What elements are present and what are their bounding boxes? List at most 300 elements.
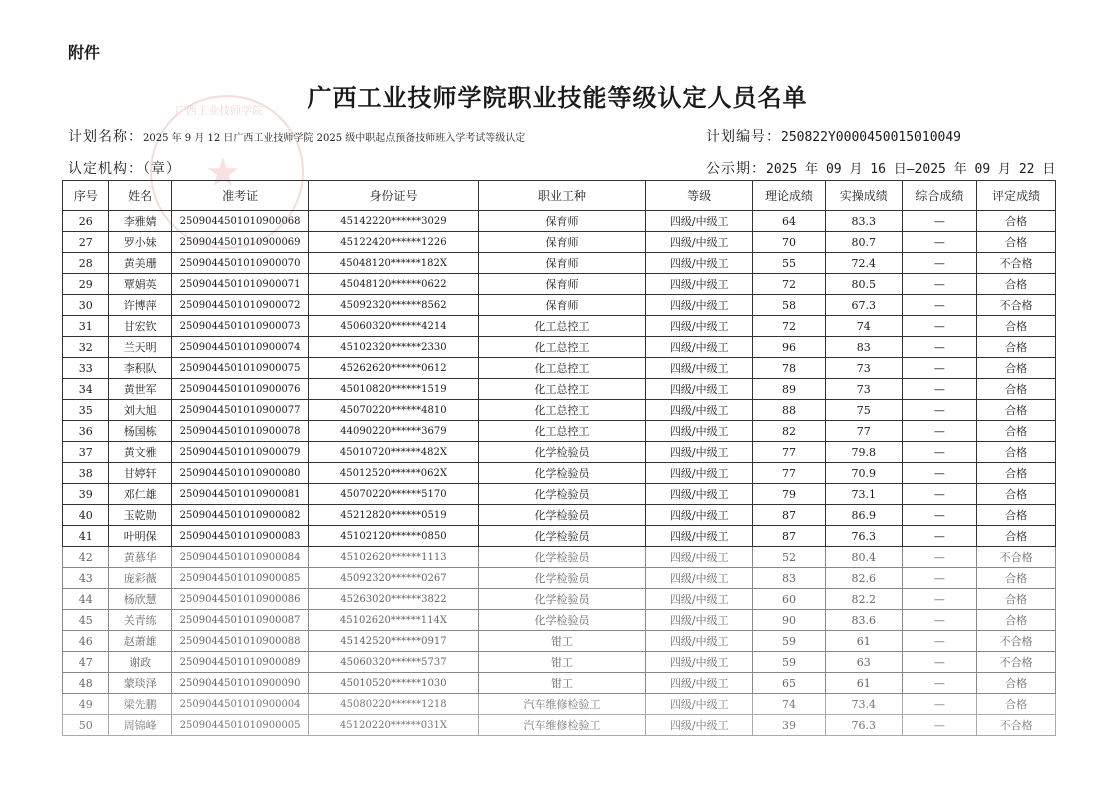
institution-value: （章） bbox=[143, 161, 181, 177]
cell-practice: 61 bbox=[825, 673, 902, 694]
header-cell: 职业工种 bbox=[478, 181, 646, 211]
cell-overall: — bbox=[902, 526, 977, 547]
cell-name: 梁先鹏 bbox=[109, 694, 172, 715]
cell-theory: 89 bbox=[753, 379, 826, 400]
cell-ticket: 2509044501010900072 bbox=[171, 295, 308, 316]
cell-theory: 83 bbox=[753, 568, 826, 589]
table-row bbox=[63, 505, 1056, 526]
cell-result: 合格 bbox=[977, 526, 1056, 547]
cell-ticket: 2509044501010900078 bbox=[171, 421, 308, 442]
cell-overall: — bbox=[902, 442, 977, 463]
cell-ticket: 2509044501010900080 bbox=[171, 463, 308, 484]
cell-theory: 87 bbox=[753, 526, 826, 547]
plan-number bbox=[706, 126, 961, 146]
cell-theory: 58 bbox=[753, 295, 826, 316]
cell-result: 合格 bbox=[977, 505, 1056, 526]
cell-result: 合格 bbox=[977, 589, 1056, 610]
cell-job: 保育师 bbox=[478, 295, 646, 316]
cell-practice: 61 bbox=[825, 631, 902, 652]
cell-practice: 83 bbox=[825, 337, 902, 358]
cell-ticket: 2509044501010900083 bbox=[171, 526, 308, 547]
cell-level: 四级/中级工 bbox=[646, 526, 753, 547]
table-row bbox=[63, 316, 1056, 337]
cell-job: 钳工 bbox=[478, 652, 646, 673]
cell-level: 四级/中级工 bbox=[646, 589, 753, 610]
cell-job: 化工总控工 bbox=[478, 421, 646, 442]
cell-no: 28 bbox=[63, 253, 109, 274]
cell-practice: 63 bbox=[825, 652, 902, 673]
cell-name: 叶明保 bbox=[109, 526, 172, 547]
table-row bbox=[63, 274, 1056, 295]
cell-theory: 59 bbox=[753, 652, 826, 673]
cell-no: 50 bbox=[63, 715, 109, 736]
cell-practice: 77 bbox=[825, 421, 902, 442]
institution-label: 认定机构： bbox=[68, 161, 143, 177]
cell-result: 合格 bbox=[977, 568, 1056, 589]
header-cell: 实操成绩 bbox=[825, 181, 902, 211]
cell-overall: — bbox=[902, 232, 977, 253]
cell-job: 化工总控工 bbox=[478, 337, 646, 358]
cell-job: 化学检验员 bbox=[478, 589, 646, 610]
cell-theory: 96 bbox=[753, 337, 826, 358]
table-body bbox=[63, 211, 1056, 736]
cell-name: 刘大旭 bbox=[109, 400, 172, 421]
cell-job: 化学检验员 bbox=[478, 505, 646, 526]
plan-number-value: 250822Y0000450015010049 bbox=[781, 130, 962, 145]
header-cell: 等级 bbox=[646, 181, 753, 211]
cell-theory: 55 bbox=[753, 253, 826, 274]
cell-ticket: 2509044501010900077 bbox=[171, 400, 308, 421]
cell-level: 四级/中级工 bbox=[646, 274, 753, 295]
cell-level: 四级/中级工 bbox=[646, 442, 753, 463]
table-row bbox=[63, 379, 1056, 400]
cell-practice: 72.4 bbox=[825, 253, 902, 274]
table-row bbox=[63, 484, 1056, 505]
plan-number-label: 计划编号： bbox=[706, 129, 781, 145]
cell-id: 44090220******3679 bbox=[309, 421, 479, 442]
cell-id: 45262620******0612 bbox=[309, 358, 479, 379]
cell-id: 45070220******4810 bbox=[309, 400, 479, 421]
cell-no: 43 bbox=[63, 568, 109, 589]
table-row bbox=[63, 652, 1056, 673]
cell-job: 保育师 bbox=[478, 232, 646, 253]
cell-id: 45263020******3822 bbox=[309, 589, 479, 610]
cell-practice: 76.3 bbox=[825, 526, 902, 547]
cell-job: 化学检验员 bbox=[478, 463, 646, 484]
cell-name: 赵萧雄 bbox=[109, 631, 172, 652]
cell-result: 合格 bbox=[977, 379, 1056, 400]
cell-overall: — bbox=[902, 463, 977, 484]
cell-id: 45010520******1030 bbox=[309, 673, 479, 694]
cell-overall: — bbox=[902, 211, 977, 232]
cell-level: 四级/中级工 bbox=[646, 379, 753, 400]
cell-level: 四级/中级工 bbox=[646, 337, 753, 358]
cell-ticket: 2509044501010900070 bbox=[171, 253, 308, 274]
header-cell: 评定成绩 bbox=[977, 181, 1056, 211]
cell-ticket: 2509044501010900068 bbox=[171, 211, 308, 232]
cell-practice: 82.2 bbox=[825, 589, 902, 610]
cell-no: 37 bbox=[63, 442, 109, 463]
document-title: 广西工业技师学院职业技能等级认定人员名单 bbox=[307, 84, 808, 112]
table-row bbox=[63, 694, 1056, 715]
table-row bbox=[63, 337, 1056, 358]
cell-theory: 59 bbox=[753, 631, 826, 652]
cell-id: 45122420******1226 bbox=[309, 232, 479, 253]
cell-practice: 82.6 bbox=[825, 568, 902, 589]
cell-level: 四级/中级工 bbox=[646, 673, 753, 694]
cell-no: 26 bbox=[63, 211, 109, 232]
cell-practice: 74 bbox=[825, 316, 902, 337]
cell-job: 化工总控工 bbox=[478, 379, 646, 400]
attachment-label: 附件 bbox=[68, 43, 101, 62]
cell-level: 四级/中级工 bbox=[646, 505, 753, 526]
cell-practice: 75 bbox=[825, 400, 902, 421]
header-cell: 身份证号 bbox=[309, 181, 479, 211]
cell-id: 45012520******062X bbox=[309, 463, 479, 484]
cell-result: 合格 bbox=[977, 211, 1056, 232]
cell-name: 罗小妹 bbox=[109, 232, 172, 253]
cell-no: 40 bbox=[63, 505, 109, 526]
table-row bbox=[63, 673, 1056, 694]
cell-result: 合格 bbox=[977, 232, 1056, 253]
cell-result: 合格 bbox=[977, 358, 1056, 379]
cell-job: 保育师 bbox=[478, 253, 646, 274]
table-row bbox=[63, 610, 1056, 631]
cell-ticket: 2509044501010900005 bbox=[171, 715, 308, 736]
cell-level: 四级/中级工 bbox=[646, 295, 753, 316]
cell-theory: 87 bbox=[753, 505, 826, 526]
cell-id: 45092320******0267 bbox=[309, 568, 479, 589]
cell-name: 谢政 bbox=[109, 652, 172, 673]
plan-name bbox=[68, 126, 525, 146]
cell-result: 合格 bbox=[977, 673, 1056, 694]
cell-theory: 70 bbox=[753, 232, 826, 253]
cell-no: 33 bbox=[63, 358, 109, 379]
cell-name: 蒙琰泽 bbox=[109, 673, 172, 694]
cell-overall: — bbox=[902, 295, 977, 316]
cell-level: 四级/中级工 bbox=[646, 652, 753, 673]
cell-no: 48 bbox=[63, 673, 109, 694]
cell-overall: — bbox=[902, 673, 977, 694]
cell-result: 不合格 bbox=[977, 547, 1056, 568]
cell-theory: 64 bbox=[753, 211, 826, 232]
header-cell: 准考证 bbox=[171, 181, 308, 211]
cell-id: 45060320******4214 bbox=[309, 316, 479, 337]
cell-id: 45102320******2330 bbox=[309, 337, 479, 358]
cell-no: 35 bbox=[63, 400, 109, 421]
header-cell: 序号 bbox=[63, 181, 109, 211]
cell-level: 四级/中级工 bbox=[646, 484, 753, 505]
cell-name: 黄慕华 bbox=[109, 547, 172, 568]
cell-theory: 60 bbox=[753, 589, 826, 610]
table-row bbox=[63, 526, 1056, 547]
cell-job: 保育师 bbox=[478, 274, 646, 295]
cell-level: 四级/中级工 bbox=[646, 253, 753, 274]
cell-practice: 80.5 bbox=[825, 274, 902, 295]
cell-no: 44 bbox=[63, 589, 109, 610]
cell-result: 合格 bbox=[977, 484, 1056, 505]
cell-level: 四级/中级工 bbox=[646, 715, 753, 736]
header-cell: 姓名 bbox=[109, 181, 172, 211]
cell-practice: 86.9 bbox=[825, 505, 902, 526]
cell-practice: 83.6 bbox=[825, 610, 902, 631]
cell-no: 32 bbox=[63, 337, 109, 358]
cell-overall: — bbox=[902, 568, 977, 589]
cell-no: 46 bbox=[63, 631, 109, 652]
cell-result: 合格 bbox=[977, 316, 1056, 337]
cell-result: 合格 bbox=[977, 400, 1056, 421]
cell-result: 合格 bbox=[977, 442, 1056, 463]
cell-result: 不合格 bbox=[977, 295, 1056, 316]
table-row bbox=[63, 232, 1056, 253]
table-row bbox=[63, 421, 1056, 442]
cell-overall: — bbox=[902, 652, 977, 673]
cell-overall: — bbox=[902, 358, 977, 379]
cell-ticket: 2509044501010900079 bbox=[171, 442, 308, 463]
cell-practice: 67.3 bbox=[825, 295, 902, 316]
cell-theory: 74 bbox=[753, 694, 826, 715]
cell-no: 42 bbox=[63, 547, 109, 568]
cell-name: 关青练 bbox=[109, 610, 172, 631]
cell-ticket: 2509044501010900082 bbox=[171, 505, 308, 526]
cell-theory: 78 bbox=[753, 358, 826, 379]
cell-job: 化学检验员 bbox=[478, 610, 646, 631]
cell-ticket: 2509044501010900088 bbox=[171, 631, 308, 652]
cell-id: 45060320******5737 bbox=[309, 652, 479, 673]
cell-id: 45010820******1519 bbox=[309, 379, 479, 400]
cell-practice: 79.8 bbox=[825, 442, 902, 463]
cell-job: 化工总控工 bbox=[478, 316, 646, 337]
cell-theory: 52 bbox=[753, 547, 826, 568]
cell-level: 四级/中级工 bbox=[646, 463, 753, 484]
seal-text: 广西工业技师学院 bbox=[175, 104, 263, 117]
table-row bbox=[63, 589, 1056, 610]
table-row bbox=[63, 295, 1056, 316]
cell-overall: — bbox=[902, 379, 977, 400]
cell-practice: 80.7 bbox=[825, 232, 902, 253]
cell-no: 47 bbox=[63, 652, 109, 673]
cell-level: 四级/中级工 bbox=[646, 547, 753, 568]
cell-ticket: 2509044501010900084 bbox=[171, 547, 308, 568]
cell-no: 38 bbox=[63, 463, 109, 484]
cell-id: 45142520******0917 bbox=[309, 631, 479, 652]
cell-name: 黄文雅 bbox=[109, 442, 172, 463]
cell-name: 杨欣慧 bbox=[109, 589, 172, 610]
table-row bbox=[63, 547, 1056, 568]
cell-id: 45120220******031X bbox=[309, 715, 479, 736]
cell-level: 四级/中级工 bbox=[646, 232, 753, 253]
cell-id: 45070220******5170 bbox=[309, 484, 479, 505]
cell-theory: 77 bbox=[753, 463, 826, 484]
cell-overall: — bbox=[902, 715, 977, 736]
cell-job: 化学检验员 bbox=[478, 484, 646, 505]
cell-job: 钳工 bbox=[478, 673, 646, 694]
cell-job: 汽车维修检验工 bbox=[478, 715, 646, 736]
cell-name: 周锦峰 bbox=[109, 715, 172, 736]
cell-no: 41 bbox=[63, 526, 109, 547]
cell-name: 覃娟英 bbox=[109, 274, 172, 295]
cell-practice: 73.1 bbox=[825, 484, 902, 505]
cell-overall: — bbox=[902, 274, 977, 295]
cell-result: 合格 bbox=[977, 337, 1056, 358]
cell-level: 四级/中级工 bbox=[646, 400, 753, 421]
cell-job: 钳工 bbox=[478, 631, 646, 652]
plan-name-value: 2025 年 9 月 12 日广西工业技师学院 2025 级中职起点预备技师班入学考试等级认定 bbox=[143, 133, 526, 144]
cell-result: 合格 bbox=[977, 274, 1056, 295]
cell-overall: — bbox=[902, 253, 977, 274]
cell-id: 45010720******482X bbox=[309, 442, 479, 463]
cell-result: 不合格 bbox=[977, 715, 1056, 736]
cell-job: 化工总控工 bbox=[478, 400, 646, 421]
cell-id: 45080220******1218 bbox=[309, 694, 479, 715]
cell-name: 李雅婧 bbox=[109, 211, 172, 232]
roster-table bbox=[62, 180, 1056, 736]
cell-name: 邓仁雄 bbox=[109, 484, 172, 505]
cell-level: 四级/中级工 bbox=[646, 358, 753, 379]
cell-ticket: 2509044501010900090 bbox=[171, 673, 308, 694]
cell-job: 保育师 bbox=[478, 211, 646, 232]
cell-theory: 82 bbox=[753, 421, 826, 442]
cell-overall: — bbox=[902, 505, 977, 526]
cell-practice: 76.3 bbox=[825, 715, 902, 736]
cell-theory: 39 bbox=[753, 715, 826, 736]
cell-no: 36 bbox=[63, 421, 109, 442]
cell-theory: 88 bbox=[753, 400, 826, 421]
cell-result: 不合格 bbox=[977, 652, 1056, 673]
cell-level: 四级/中级工 bbox=[646, 568, 753, 589]
cell-name: 甘宏钦 bbox=[109, 316, 172, 337]
cell-no: 31 bbox=[63, 316, 109, 337]
cell-theory: 79 bbox=[753, 484, 826, 505]
cell-overall: — bbox=[902, 316, 977, 337]
cell-name: 庞彩薇 bbox=[109, 568, 172, 589]
table-row bbox=[63, 442, 1056, 463]
cell-level: 四级/中级工 bbox=[646, 211, 753, 232]
cell-theory: 77 bbox=[753, 442, 826, 463]
cell-ticket: 2509044501010900081 bbox=[171, 484, 308, 505]
cell-ticket: 2509044501010900087 bbox=[171, 610, 308, 631]
cell-practice: 80.4 bbox=[825, 547, 902, 568]
publicity-label: 公示期： bbox=[706, 161, 766, 177]
cell-ticket: 2509044501010900071 bbox=[171, 274, 308, 295]
table-row bbox=[63, 631, 1056, 652]
cell-theory: 72 bbox=[753, 274, 826, 295]
cell-no: 27 bbox=[63, 232, 109, 253]
header-cell: 综合成绩 bbox=[902, 181, 977, 211]
cell-ticket: 2509044501010900076 bbox=[171, 379, 308, 400]
institution bbox=[68, 158, 181, 178]
cell-job: 化学检验员 bbox=[478, 526, 646, 547]
cell-id: 45102620******114X bbox=[309, 610, 479, 631]
cell-job: 汽车维修检验工 bbox=[478, 694, 646, 715]
cell-name: 黄世军 bbox=[109, 379, 172, 400]
cell-no: 49 bbox=[63, 694, 109, 715]
header-cell: 理论成绩 bbox=[753, 181, 826, 211]
cell-level: 四级/中级工 bbox=[646, 694, 753, 715]
cell-ticket: 2509044501010900074 bbox=[171, 337, 308, 358]
cell-name: 玉乾勋 bbox=[109, 505, 172, 526]
cell-practice: 70.9 bbox=[825, 463, 902, 484]
cell-overall: — bbox=[902, 631, 977, 652]
cell-practice: 73.4 bbox=[825, 694, 902, 715]
cell-practice: 73 bbox=[825, 358, 902, 379]
publicity-period bbox=[706, 158, 1055, 178]
cell-level: 四级/中级工 bbox=[646, 316, 753, 337]
cell-overall: — bbox=[902, 589, 977, 610]
cell-no: 34 bbox=[63, 379, 109, 400]
table-row bbox=[63, 211, 1056, 232]
cell-overall: — bbox=[902, 421, 977, 442]
cell-ticket: 2509044501010900069 bbox=[171, 232, 308, 253]
cell-ticket: 2509044501010900004 bbox=[171, 694, 308, 715]
publicity-value: 2025 年 09 月 16 日—2025 年 09 月 22 日 bbox=[766, 162, 1056, 177]
cell-job: 化工总控工 bbox=[478, 358, 646, 379]
cell-overall: — bbox=[902, 610, 977, 631]
cell-theory: 72 bbox=[753, 316, 826, 337]
cell-id: 45048120******182X bbox=[309, 253, 479, 274]
cell-name: 杨国栋 bbox=[109, 421, 172, 442]
cell-name: 黄美珊 bbox=[109, 253, 172, 274]
cell-ticket: 2509044501010900086 bbox=[171, 589, 308, 610]
table-row bbox=[63, 715, 1056, 736]
plan-name-label: 计划名称： bbox=[68, 129, 143, 145]
cell-level: 四级/中级工 bbox=[646, 421, 753, 442]
cell-level: 四级/中级工 bbox=[646, 631, 753, 652]
cell-job: 化学检验员 bbox=[478, 547, 646, 568]
cell-id: 45212820******0519 bbox=[309, 505, 479, 526]
cell-id: 45102120******0850 bbox=[309, 526, 479, 547]
cell-id: 45048120******0622 bbox=[309, 274, 479, 295]
cell-result: 合格 bbox=[977, 463, 1056, 484]
cell-id: 45102620******1113 bbox=[309, 547, 479, 568]
cell-ticket: 2509044501010900089 bbox=[171, 652, 308, 673]
cell-practice: 73 bbox=[825, 379, 902, 400]
cell-job: 化学检验员 bbox=[478, 568, 646, 589]
table-row bbox=[63, 400, 1056, 421]
cell-name: 许博萍 bbox=[109, 295, 172, 316]
cell-overall: — bbox=[902, 337, 977, 358]
cell-level: 四级/中级工 bbox=[646, 610, 753, 631]
cell-job: 化学检验员 bbox=[478, 442, 646, 463]
cell-no: 39 bbox=[63, 484, 109, 505]
cell-theory: 65 bbox=[753, 673, 826, 694]
cell-result: 不合格 bbox=[977, 253, 1056, 274]
cell-result: 不合格 bbox=[977, 631, 1056, 652]
cell-ticket: 2509044501010900075 bbox=[171, 358, 308, 379]
cell-result: 合格 bbox=[977, 610, 1056, 631]
cell-theory: 90 bbox=[753, 610, 826, 631]
cell-overall: — bbox=[902, 400, 977, 421]
table-row bbox=[63, 463, 1056, 484]
cell-id: 45142220******3029 bbox=[309, 211, 479, 232]
table-row bbox=[63, 568, 1056, 589]
cell-ticket: 2509044501010900073 bbox=[171, 316, 308, 337]
cell-name: 甘婷轩 bbox=[109, 463, 172, 484]
cell-ticket: 2509044501010900085 bbox=[171, 568, 308, 589]
table-row bbox=[63, 358, 1056, 379]
cell-no: 45 bbox=[63, 610, 109, 631]
cell-result: 合格 bbox=[977, 694, 1056, 715]
cell-no: 29 bbox=[63, 274, 109, 295]
cell-result: 合格 bbox=[977, 421, 1056, 442]
cell-practice: 83.3 bbox=[825, 211, 902, 232]
cell-name: 李积队 bbox=[109, 358, 172, 379]
cell-overall: — bbox=[902, 694, 977, 715]
cell-name: 兰天明 bbox=[109, 337, 172, 358]
table-header-row bbox=[63, 181, 1056, 211]
cell-overall: — bbox=[902, 484, 977, 505]
cell-id: 45092320******8562 bbox=[309, 295, 479, 316]
